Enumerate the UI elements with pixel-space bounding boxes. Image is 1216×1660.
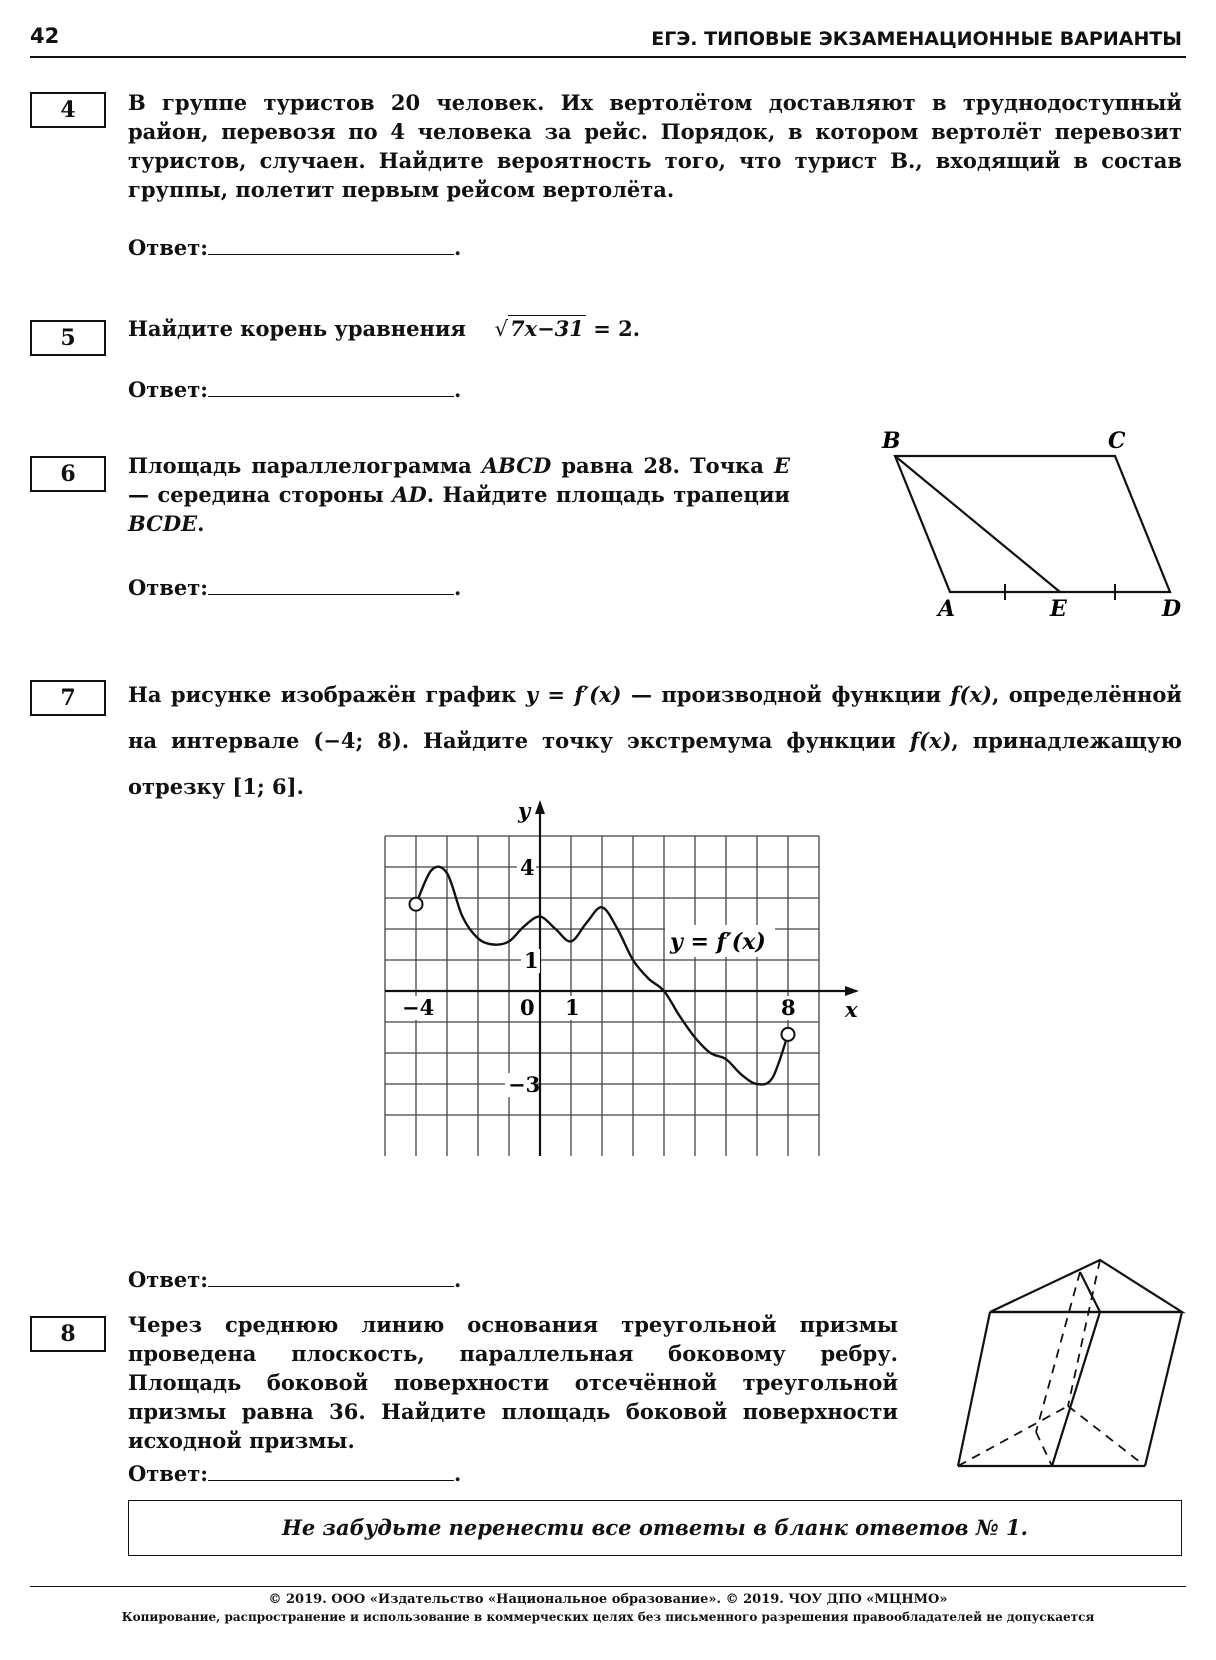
task-8-text: Через среднюю линию основания треугольной призмы проведена плоскость, параллельная боковому ребру. Площадь боковой поверхности отсечённой треугольной призмы равна 36. Найдите площадь боковой поверхности исходной призмы.	[128, 1312, 898, 1453]
task-8-answer: Ответ: .	[128, 1461, 462, 1486]
task-7-answer: Ответ: .	[128, 1267, 462, 1292]
prism-visible-edges	[958, 1260, 1182, 1466]
footer-rule	[30, 1586, 1186, 1587]
tick-label-x-1: 1	[565, 995, 580, 1020]
task-number-4: 4	[30, 92, 106, 128]
copyright-line: © 2019. ООО «Издательство «Национальное образование». © 2019. ЧОУ ДПО «МЦНМО»	[268, 1592, 948, 1607]
tick-label-x-8: 8	[781, 995, 796, 1020]
y-axis-label: y	[518, 798, 531, 823]
page-number: 42	[30, 24, 60, 48]
tick-label-x-minus4: −4	[402, 995, 435, 1020]
answer-line[interactable]	[208, 574, 454, 595]
task-number-8: 8	[30, 1316, 106, 1352]
task-4-text: В группе туристов 20 человек. Их вертолётом доставляют в труднодоступный район, перевозя по 4 человека за рейс. Порядок, в котором вертолёт перевозит туристов, случаен. Найдите вероятность того, что турист В., входящий в состав группы, полетит первым рейсом вертолёта.	[128, 90, 1182, 202]
tick-label-y-1: 1	[524, 948, 539, 973]
label-c: C	[1108, 428, 1126, 454]
task-number-7: 7	[30, 680, 106, 716]
answer-line[interactable]	[208, 376, 454, 397]
task-number-5: 5	[30, 320, 106, 356]
header-rule	[30, 56, 1186, 58]
equation-rhs: = 2.	[593, 316, 641, 341]
task-number-6: 6	[30, 456, 106, 492]
answer-label: Ответ:	[128, 575, 209, 600]
copyright-notice: Копирование, распространение и использование в коммерческих целях без письменного разрешения правообладателей не допускается	[121, 1610, 1095, 1624]
x-axis-label: x	[845, 997, 858, 1022]
label-a: A	[938, 596, 956, 622]
task-5-text	[128, 314, 828, 344]
equation-radicand: 7x−31	[509, 316, 584, 341]
open-endpoint-left	[410, 898, 423, 911]
page-header-title: ЕГЭ. ТИПОВЫЕ ЭКЗАМЕНАЦИОННЫЕ ВАРИАНТЫ	[651, 28, 1182, 50]
derivative-graph	[380, 798, 920, 1205]
answer-label: Ответ:	[128, 1461, 209, 1486]
answer-line[interactable]	[208, 234, 454, 255]
task-5-answer: Ответ: .	[128, 377, 462, 402]
prism-figure	[940, 1232, 1200, 1482]
answer-label: Ответ:	[128, 377, 209, 402]
tick-label-y-4: 4	[520, 855, 535, 880]
task-6-answer: Ответ: .	[128, 575, 462, 600]
label-e: E	[1050, 596, 1067, 622]
label-d: D	[1162, 596, 1182, 622]
task-7-text: На рисунке изображён график y = f′(x) — производной функции f(x), определённой на интервале (−4; 8). Найдите точку экстремума функции f(x), принадлежащую отрезку [1; 6].	[128, 682, 1183, 799]
task-6-text: Площадь параллелограмма ABCD равна 28. Точка E — середина стороны AD. Найдите площадь трапеции BCDE.	[128, 453, 791, 536]
transfer-reminder: Не забудьте перенести все ответы в бланк ответов № 1.	[128, 1500, 1182, 1556]
tick-labels	[399, 798, 858, 1097]
answer-label: Ответ:	[128, 235, 209, 260]
x-axis-arrow	[845, 986, 859, 996]
answer-line[interactable]	[208, 1460, 454, 1481]
tick-label-y-minus3: −3	[508, 1072, 541, 1097]
parallelogram-abcd	[895, 456, 1170, 592]
parallelogram-figure	[870, 420, 1200, 620]
sqrt-sign: √	[494, 317, 508, 341]
open-endpoint-right	[782, 1028, 795, 1041]
prism-hidden-edges	[958, 1260, 1145, 1466]
curve-label: y = f′(x)	[670, 929, 766, 955]
task-4-answer: Ответ: .	[128, 235, 462, 260]
task-5-prompt: Найдите корень уравнения	[128, 316, 466, 341]
label-b: B	[882, 428, 901, 454]
answer-label: Ответ:	[128, 1267, 209, 1292]
segment-be	[895, 456, 1060, 592]
tick-label-x-0: 0	[520, 995, 535, 1020]
graph-grid	[385, 836, 819, 1156]
answer-line[interactable]	[208, 1266, 454, 1287]
